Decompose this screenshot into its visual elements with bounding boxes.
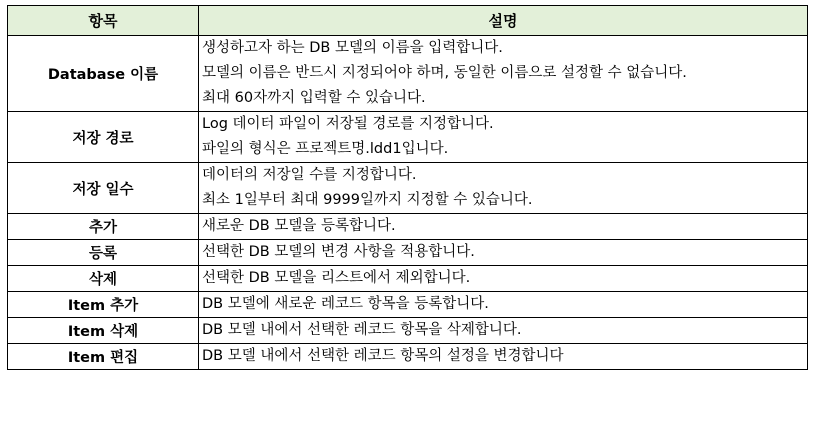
row-name: Item 추가 <box>8 292 199 318</box>
row-description <box>199 318 808 344</box>
row-description <box>199 266 808 292</box>
header-description: 설명 <box>199 6 808 36</box>
header-row <box>8 6 808 36</box>
description-line: 파일의 형식은 프로젝트명.ldd1입니다. <box>202 141 449 157</box>
table-row <box>8 240 808 266</box>
row-name: 저장 일수 <box>8 163 199 214</box>
row-description <box>199 344 808 370</box>
table-row <box>8 112 808 163</box>
description-line: DB 모델 내에서 선택한 레코드 항목의 설정을 변경합니다 <box>202 348 564 364</box>
table-row <box>8 266 808 292</box>
table-row <box>8 36 808 112</box>
header-item: 항목 <box>8 6 199 36</box>
row-name: 삭제 <box>8 266 199 292</box>
description-line: 생성하고자 하는 DB 모델의 이름을 입력합니다. <box>202 40 503 56</box>
row-name: 등록 <box>8 240 199 266</box>
row-description <box>199 214 808 240</box>
table-row <box>8 214 808 240</box>
description-line: 선택한 DB 모델을 리스트에서 제외합니다. <box>202 270 471 286</box>
table-row <box>8 163 808 214</box>
row-name: Item 편집 <box>8 344 199 370</box>
description-line: 최대 60자까지 입력할 수 있습니다. <box>202 90 426 106</box>
description-line: 모델의 이름은 반드시 지정되어야 하며, 동일한 이름으로 설정할 수 없습니다. <box>202 65 687 81</box>
description-line: DB 모델에 새로운 레코드 항목을 등록합니다. <box>202 296 489 312</box>
row-name: Database 이름 <box>8 36 199 112</box>
table-row <box>8 318 808 344</box>
table-row <box>8 292 808 318</box>
description-table <box>7 5 808 370</box>
description-line: 최소 1일부터 최대 9999일까지 지정할 수 있습니다. <box>202 192 533 208</box>
description-line: 데이터의 저장일 수를 지정합니다. <box>202 167 417 183</box>
row-description <box>199 292 808 318</box>
row-name: 추가 <box>8 214 199 240</box>
description-line: 새로운 DB 모델을 등록합니다. <box>202 218 396 234</box>
row-name: Item 삭제 <box>8 318 199 344</box>
row-description <box>199 36 808 112</box>
table-row <box>8 344 808 370</box>
row-name: 저장 경로 <box>8 112 199 163</box>
description-line: 선택한 DB 모델의 변경 사항을 적용합니다. <box>202 244 475 260</box>
description-line: DB 모델 내에서 선택한 레코드 항목을 삭제합니다. <box>202 322 522 338</box>
row-description <box>199 112 808 163</box>
row-description <box>199 163 808 214</box>
row-description <box>199 240 808 266</box>
description-line: Log 데이터 파일이 저장될 경로를 지정합니다. <box>202 116 494 132</box>
